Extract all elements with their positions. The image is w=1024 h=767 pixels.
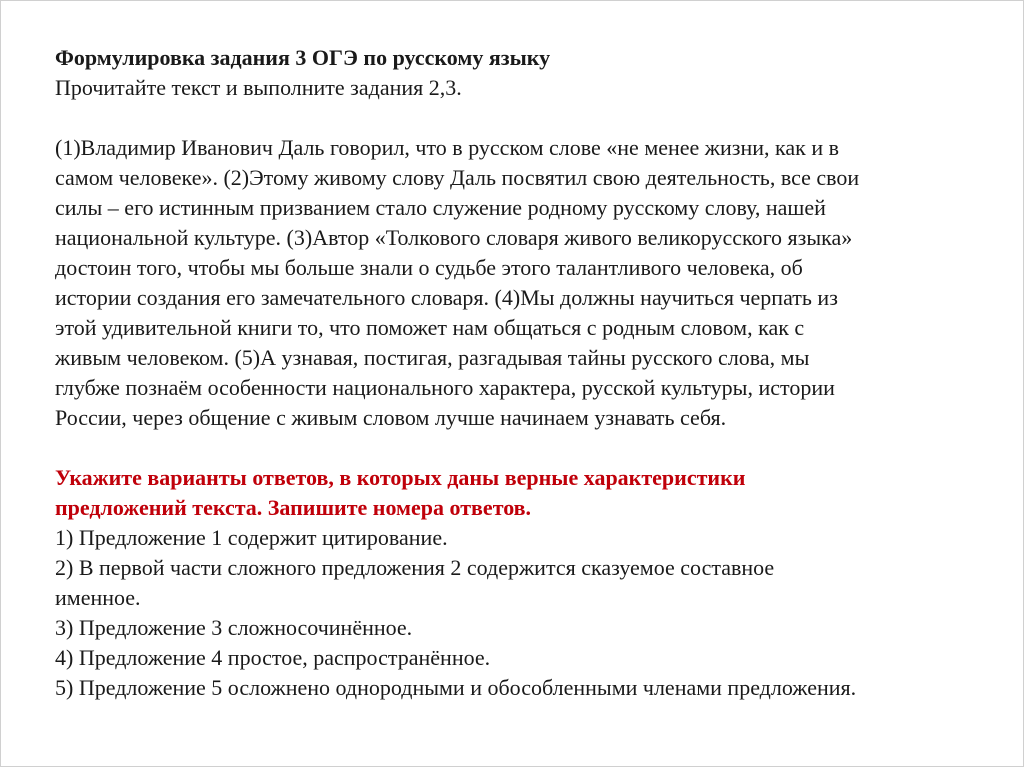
passage-line: самом человеке». (2)Этому живому слову Даль посвятил свою деятельность, все свои — [55, 165, 860, 190]
question-line: предложений текста. Запишите номера ответов. — [55, 495, 532, 520]
spacer — [55, 103, 995, 133]
passage-line: глубже познаём особенности национального характера, русской культуры, истории — [55, 375, 835, 400]
passage-text — [55, 133, 995, 433]
question-line: Укажите варианты ответов, в которых даны верные характеристики — [55, 465, 746, 490]
passage-line: (1)Владимир Иванович Даль говорил, что в русском слове «не менее жизни, как и в — [55, 135, 839, 160]
answer-option: 3) Предложение 3 сложносочинённое. — [55, 615, 413, 640]
answer-option-continuation: именное. — [55, 585, 141, 610]
answer-option: 5) Предложение 5 осложнено однородными и обособленными членами предложения. — [55, 675, 857, 700]
task-question — [55, 463, 995, 523]
answer-option: 2) В первой части сложного предложения 2 содержится сказуемое составное — [55, 555, 775, 580]
slide-heading: Формулировка задания 3 ОГЭ по русскому языку — [55, 45, 551, 70]
passage-line: силы – его истинным призванием стало служение родному русскому слову, нашей — [55, 195, 826, 220]
answer-option: 1) Предложение 1 содержит цитирование. — [55, 525, 448, 550]
spacer — [55, 433, 995, 463]
passage-line: этой удивительной книги то, что поможет нам общаться с родным словом, как с — [55, 315, 805, 340]
passage-line: живым человеком. (5)А узнавая, постигая, разгадывая тайны русского слова, мы — [55, 345, 810, 370]
passage-line: истории создания его замечательного словаря. (4)Мы должны научиться черпать из — [55, 285, 838, 310]
instruction-text: Прочитайте текст и выполните задания 2,3. — [55, 75, 462, 100]
passage-line: России, через общение с живым словом лучше начинаем узнавать себя. — [55, 405, 727, 430]
answer-options — [55, 523, 995, 703]
passage-line: национальной культуре. (3)Автор «Толкового словаря живого великорусского языка» — [55, 225, 853, 250]
passage-line: достоин того, чтобы мы больше знали о судьбе этого талантливого человека, об — [55, 255, 803, 280]
answer-option: 4) Предложение 4 простое, распространённое. — [55, 645, 491, 670]
slide-content — [55, 43, 995, 703]
